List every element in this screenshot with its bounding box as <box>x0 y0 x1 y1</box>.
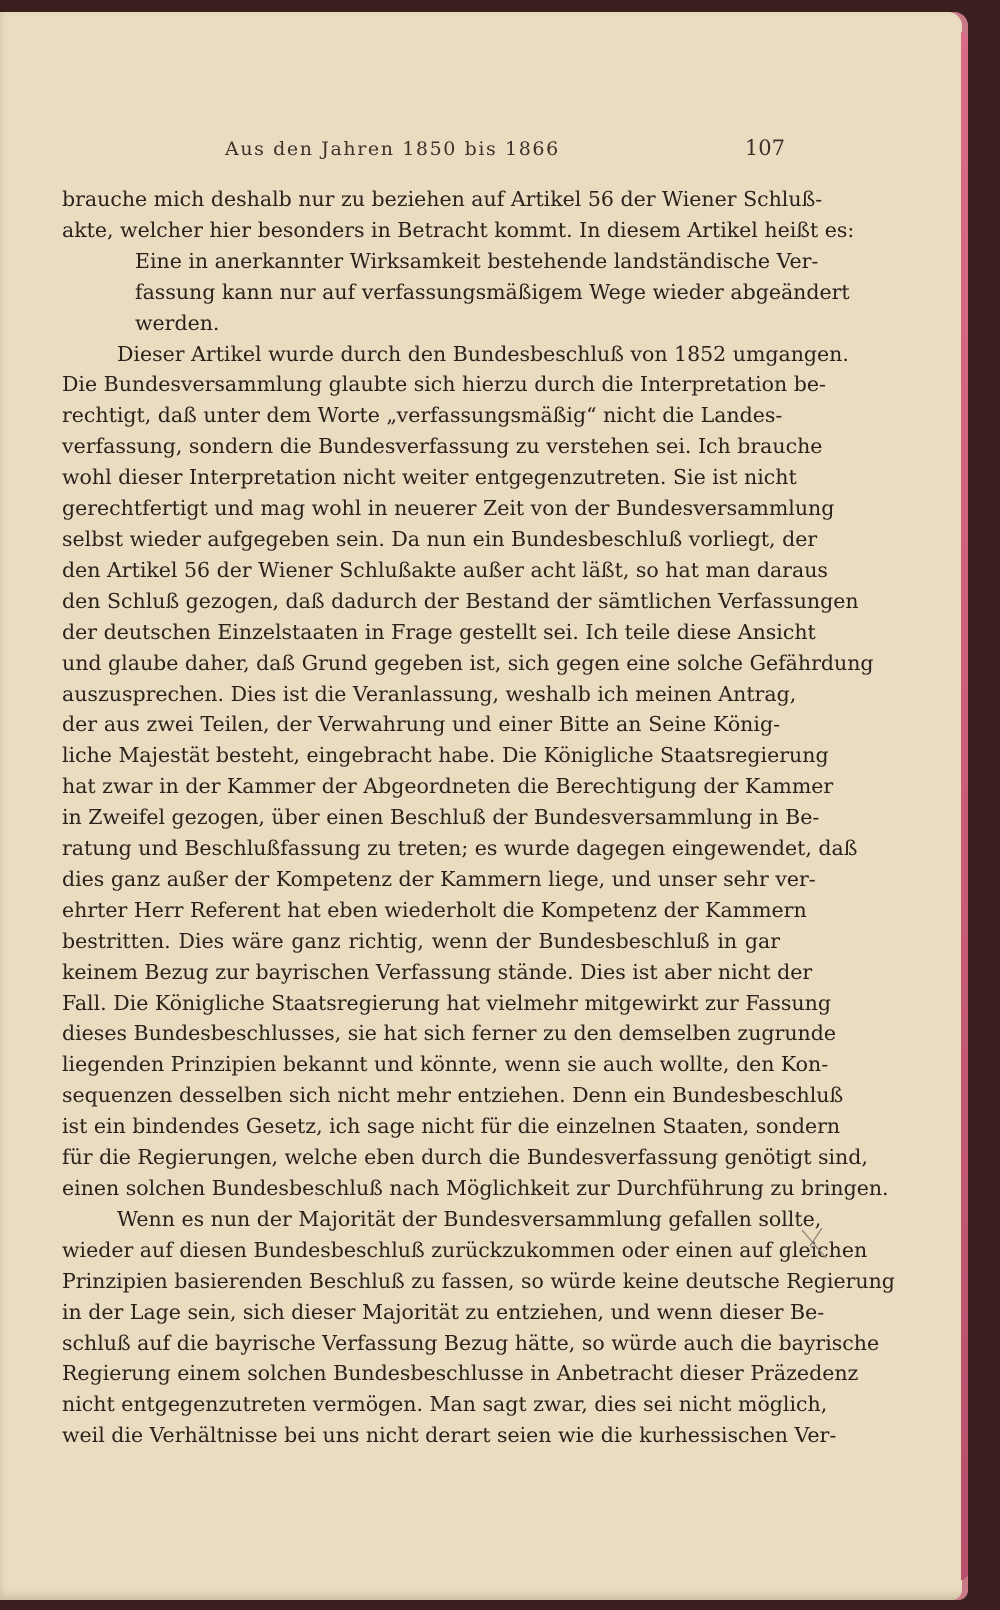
text-line: ratung und Beschlußfassung zu treten; es wurde dagegen eingewendet, daß <box>62 836 858 861</box>
text-line: den Artikel 56 der Wiener Schlußakte außer acht läßt, so hat man daraus <box>62 557 828 582</box>
text-line: ehrter Herr Referent hat eben wiederholt die Kompetenz der Kammern <box>62 897 807 922</box>
text-line: nicht entgegenzutreten vermögen. Man sagt zwar, dies sei nicht möglich, <box>62 1392 828 1417</box>
text-line: bestritten. Dies wäre ganz richtig, wenn der Bundesbeschluß in gar <box>62 928 780 953</box>
text-line: ist ein bindendes Gesetz, ich sage nicht für die einzelnen Staaten, sondern <box>62 1114 841 1139</box>
text-line: wohl dieser Interpretation nicht weiter entgegenzutreten. Sie ist nicht <box>62 465 797 490</box>
text-line: verfassung, sondern die Bundesverfassung zu verstehen sei. Ich brauche <box>62 434 823 459</box>
text-line: weil die Verhältnisse bei uns nicht derart seien wie die kurhessischen Ver- <box>62 1423 837 1448</box>
text-line: und glaube daher, daß Grund gegeben ist, sich gegen eine solche Gefährdung <box>62 650 874 675</box>
page-header <box>225 132 785 166</box>
text-line: den Schluß gezogen, daß dadurch der Bestand der sämtlichen Verfassungen <box>62 588 859 613</box>
page-number: 107 <box>744 136 785 160</box>
quote-line: werden. <box>135 310 220 335</box>
text-line: einen solchen Bundesbeschluß nach Möglichkeit zur Durchführung zu bringen. <box>62 1176 889 1200</box>
text-line: gerechtfertigt und mag wohl in neuerer Zeit von der Bundesversammlung <box>62 496 835 521</box>
body-text <box>62 184 895 1451</box>
text-line: selbst wieder aufgegeben sein. Da nun ein Bundesbeschluß vorliegt, der <box>62 526 818 551</box>
text-line: rechtigt, daß unter dem Worte „verfassungsmäßig“ nicht die Landes- <box>62 403 783 428</box>
text-line: der deutschen Einzelstaaten in Frage gestellt sei. Ich teile diese Ansicht <box>62 619 816 644</box>
text-line: schluß auf die bayrische Verfassung Bezug hätte, so würde auch die bayrische <box>62 1330 880 1355</box>
text-line: dies ganz außer der Kompetenz der Kammern liege, und unser sehr ver- <box>62 866 816 891</box>
text-line: in der Lage sein, sich dieser Majorität zu entziehen, und wenn dieser Be- <box>62 1299 825 1324</box>
text-line: liche Majestät besteht, eingebracht habe. Die Königliche Staatsregierung <box>62 743 829 768</box>
text-line: Regierung einem solchen Bundesbeschlusse in Anbetracht dieser Präzedenz <box>62 1361 859 1386</box>
quote-line: Eine in anerkannter Wirksamkeit bestehende landständische Ver- <box>135 248 819 273</box>
text-line: Prinzipien basierenden Beschluß zu fassen, so würde keine deutsche Regierung <box>62 1268 895 1293</box>
text-line: auszusprechen. Dies ist die Veranlassung, weshalb ich meinen Antrag, <box>62 681 797 706</box>
text-line: der aus zwei Teilen, der Verwahrung und einer Bitte an Seine König- <box>62 712 780 737</box>
text-line: Fall. Die Königliche Staatsregierung hat vielmehr mitgewirkt zur Fassung <box>62 990 831 1015</box>
text-line: Die Bundesversammlung glaubte sich hierzu durch die Interpretation be- <box>62 372 826 397</box>
paragraph-start-line: Dieser Artikel wurde durch den Bundesbeschluß von 1852 umgangen. <box>117 341 849 366</box>
text-line: wieder auf diesen Bundesbeschluß zurückzukommen oder einen auf gleichen <box>62 1237 868 1262</box>
text-line: liegenden Prinzipien bekannt und könnte, wenn sie auch wollte, den Kon- <box>62 1052 829 1077</box>
text-line: für die Regierungen, welche eben durch die Bundesverfassung genötigt sind, <box>62 1145 868 1170</box>
quote-line: fassung kann nur auf verfassungsmäßigem Wege wieder abgeändert <box>135 279 850 304</box>
margin-pencil-mark <box>800 1224 830 1264</box>
text-line: dieses Bundesbeschlusses, sie hat sich ferner zu den demselben zugrunde <box>62 1021 836 1046</box>
book-page <box>0 12 968 1600</box>
text-line: brauche mich deshalb nur zu beziehen auf Artikel 56 der Wiener Schluß- <box>62 187 823 211</box>
text-line: akte, welcher hier besonders in Betracht kommt. In diesem Artikel heißt es: <box>62 217 855 242</box>
text-line: hat zwar in der Kammer der Abgeordneten die Berechtigung der Kammer <box>62 774 834 799</box>
paragraph-start-line: Wenn es nun der Majorität der Bundesversammlung gefallen sollte, <box>117 1206 822 1231</box>
text-line: keinem Bezug zur bayrischen Verfassung stände. Dies ist aber nicht der <box>62 959 813 984</box>
text-line: sequenzen desselben sich nicht mehr entziehen. Denn ein Bundesbeschluß <box>62 1083 844 1108</box>
running-head: Aus den Jahren 1850 bis 1866 <box>225 138 560 160</box>
text-line: in Zweifel gezogen, über einen Beschluß der Bundesversammlung in Be- <box>62 805 820 830</box>
